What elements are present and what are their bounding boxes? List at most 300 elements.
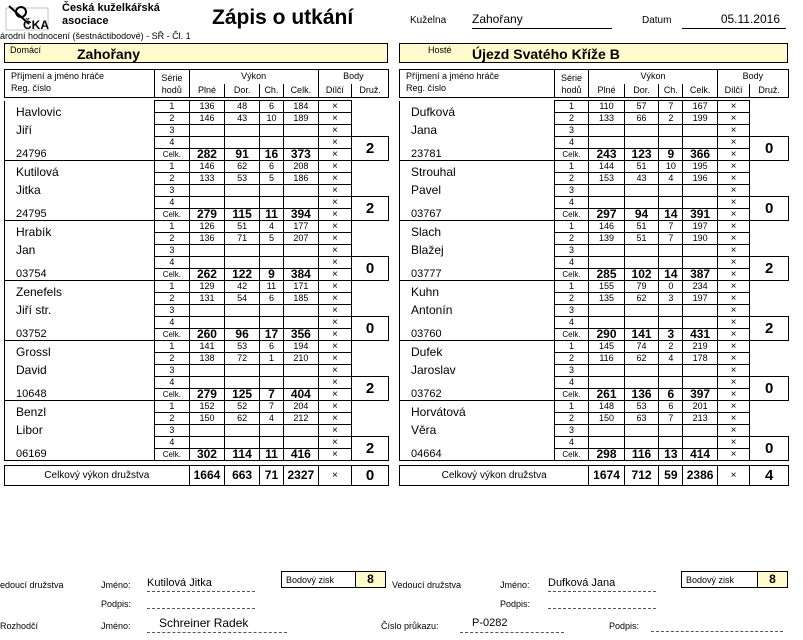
team-points: 0 <box>352 466 389 486</box>
series-value <box>683 125 718 137</box>
home-score-label: Bodový zisk <box>286 575 335 585</box>
player-surname: Hrabík <box>5 221 155 245</box>
team-points-spacer <box>750 281 789 317</box>
series-value <box>624 377 659 389</box>
series-value: 48 <box>225 101 260 113</box>
player-header <box>5 70 155 98</box>
series-value <box>259 257 283 269</box>
total-value: 11 <box>259 449 283 461</box>
series-value: 79 <box>624 281 659 293</box>
series-value <box>284 305 319 317</box>
series-value: 129 <box>189 281 225 293</box>
series-value <box>589 197 625 209</box>
series-value: 53 <box>225 173 260 185</box>
series-value <box>284 257 319 269</box>
total-label: Celk. <box>554 149 589 161</box>
player-points: 2 <box>352 437 389 461</box>
col-ch: Ch. <box>659 84 683 98</box>
player-row <box>5 305 389 317</box>
series-value <box>189 377 225 389</box>
player-row <box>5 401 389 413</box>
player-first-name: Jana <box>400 125 555 149</box>
referee-signature-label: Podpis: <box>609 621 640 631</box>
player-first-name: Věra <box>400 425 555 449</box>
col-dor: Dor. <box>624 84 659 98</box>
player-points: 0 <box>750 377 789 401</box>
partial-points-mark: × <box>318 341 352 353</box>
series-number: 3 <box>554 365 589 377</box>
series-value: 7 <box>659 221 683 233</box>
partial-points-mark: × <box>318 137 352 149</box>
total-value: 125 <box>225 389 260 401</box>
away-signature-field[interactable] <box>548 597 656 609</box>
total-value: 431 <box>683 329 718 341</box>
partial-points-mark: × <box>318 185 352 197</box>
total-label: Celk. <box>155 149 190 161</box>
series-value <box>624 197 659 209</box>
total-value: 13 <box>659 449 683 461</box>
series-value: 6 <box>259 101 283 113</box>
player-surname: Grossl <box>5 341 155 365</box>
player-first-name: Jan <box>5 245 155 269</box>
series-number: 4 <box>155 377 190 389</box>
partial-points-mark: × <box>717 413 749 425</box>
series-value <box>284 245 319 257</box>
series-value: 212 <box>284 413 319 425</box>
player-points: 2 <box>352 197 389 221</box>
total-value: 391 <box>683 209 718 221</box>
player-row <box>5 101 389 113</box>
series-header <box>554 70 589 98</box>
series-number: 1 <box>155 281 190 293</box>
series-value: 145 <box>589 341 625 353</box>
series-number: 2 <box>554 353 589 365</box>
series-header-line2: hodů <box>561 84 582 95</box>
total-value: 9 <box>659 149 683 161</box>
player-points: 0 <box>750 437 789 461</box>
series-value <box>589 317 625 329</box>
partial-points-mark: × <box>717 449 749 461</box>
player-header-label: Příjmení a jméno hráče <box>406 71 500 81</box>
series-value: 201 <box>683 401 718 413</box>
series-value <box>683 185 718 197</box>
series-value: 135 <box>589 293 625 305</box>
points-header: Body <box>318 70 388 84</box>
subtitle: árodní hodnocení (šestnáctibodové) - SŘ - Čl. 1 <box>0 31 191 41</box>
series-value: 133 <box>589 113 625 125</box>
partial-points-mark: × <box>717 245 749 257</box>
series-value <box>189 437 225 449</box>
series-value: 51 <box>225 221 260 233</box>
player-row <box>400 341 789 353</box>
home-signature-field[interactable] <box>147 597 255 609</box>
partial-points-mark: × <box>717 137 749 149</box>
series-value <box>624 365 659 377</box>
series-number: 4 <box>155 137 190 149</box>
team-partial-mark: × <box>318 466 352 486</box>
partial-points-mark: × <box>318 149 352 161</box>
series-value <box>225 365 260 377</box>
series-value: 136 <box>189 233 225 245</box>
player-reg-number: 06169 <box>5 449 155 461</box>
total-value: 290 <box>589 329 625 341</box>
series-value <box>659 305 683 317</box>
home-score-value: 8 <box>355 572 385 587</box>
series-value: 138 <box>189 353 225 365</box>
series-value <box>259 305 283 317</box>
series-value <box>225 317 260 329</box>
series-value: 150 <box>189 413 225 425</box>
total-value: 3 <box>659 329 683 341</box>
card-label: Číslo průkazu: <box>381 621 439 631</box>
series-value <box>624 125 659 137</box>
player-first-name: Jiří str. <box>5 305 155 329</box>
series-value <box>225 257 260 269</box>
series-value: 155 <box>589 281 625 293</box>
series-value: 1 <box>259 353 283 365</box>
series-value <box>589 305 625 317</box>
team-points-spacer <box>750 401 789 437</box>
series-value: 5 <box>259 173 283 185</box>
series-value <box>284 377 319 389</box>
player-reg-number: 10648 <box>5 389 155 401</box>
player-surname: Dufková <box>400 101 555 125</box>
away-team-name: Újezd Svatého Kříže B <box>472 46 620 62</box>
series-value <box>624 185 659 197</box>
svg-text:ČKA: ČKA <box>23 18 49 32</box>
series-number: 1 <box>155 101 190 113</box>
player-row <box>400 185 789 197</box>
header-row <box>400 70 789 84</box>
series-value <box>659 245 683 257</box>
series-value: 7 <box>259 401 283 413</box>
total-value: 285 <box>589 269 625 281</box>
away-leader-label: Vedoucí družstva <box>392 580 462 590</box>
series-value: 208 <box>284 161 319 173</box>
total-value: 94 <box>624 209 659 221</box>
series-value: 0 <box>659 281 683 293</box>
referee-signature-field[interactable] <box>651 619 783 632</box>
series-header-line1: Série <box>161 72 183 83</box>
col-druz: Druž. <box>352 84 389 98</box>
series-value: 2 <box>659 341 683 353</box>
series-value <box>259 377 283 389</box>
series-number: 3 <box>155 125 190 137</box>
player-row <box>400 281 789 293</box>
series-value <box>284 125 319 137</box>
partial-points-mark: × <box>318 353 352 365</box>
total-value: 414 <box>683 449 718 461</box>
player-points: 0 <box>352 257 389 281</box>
series-value <box>659 365 683 377</box>
referee-name: Schreiner Radek <box>147 616 287 633</box>
series-value: 197 <box>683 293 718 305</box>
total-value: 282 <box>189 149 225 161</box>
series-value: 4 <box>259 221 283 233</box>
series-value: 213 <box>683 413 718 425</box>
home-leader-label: edoucí družstva <box>0 580 64 590</box>
series-value <box>683 437 718 449</box>
away-score-label: Bodový zisk <box>686 575 735 585</box>
series-number: 4 <box>155 437 190 449</box>
total-value: 260 <box>189 329 225 341</box>
series-value: 51 <box>624 221 659 233</box>
player-reg-number: 24796 <box>5 149 155 161</box>
card-value: P-0282 <box>460 617 564 633</box>
series-value <box>683 317 718 329</box>
series-value: 185 <box>284 293 319 305</box>
partial-points-mark: × <box>717 161 749 173</box>
series-value <box>624 425 659 437</box>
player-points: 2 <box>352 377 389 401</box>
partial-points-mark: × <box>717 317 749 329</box>
series-value: 62 <box>624 293 659 305</box>
partial-points-mark: × <box>717 221 749 233</box>
away-results-table <box>399 69 789 486</box>
series-value <box>683 257 718 269</box>
series-value: 52 <box>225 401 260 413</box>
col-dilci: Dílčí <box>717 84 749 98</box>
team-total-label: Celkový výkon družstva <box>5 466 190 486</box>
col-dor: Dor. <box>225 84 260 98</box>
series-value: 62 <box>225 413 260 425</box>
series-value: 11 <box>259 281 283 293</box>
player-row <box>5 425 389 437</box>
series-value: 110 <box>589 101 625 113</box>
player-row <box>5 125 389 137</box>
total-value: 394 <box>284 209 319 221</box>
series-number: 2 <box>554 293 589 305</box>
partial-points-mark: × <box>318 101 352 113</box>
series-value: 62 <box>624 353 659 365</box>
org-line-2: asociace <box>62 15 109 27</box>
total-value: 397 <box>683 389 718 401</box>
series-value <box>683 365 718 377</box>
series-number: 2 <box>155 233 190 245</box>
player-surname: Horvátová <box>400 401 555 425</box>
player-row <box>5 221 389 233</box>
total-value: 297 <box>589 209 625 221</box>
player-row <box>400 401 789 413</box>
series-value: 178 <box>683 353 718 365</box>
home-name-label: Jméno: <box>101 580 131 590</box>
series-number: 4 <box>554 437 589 449</box>
series-value: 139 <box>589 233 625 245</box>
player-row <box>400 329 789 341</box>
series-number: 3 <box>155 365 190 377</box>
series-value: 6 <box>259 341 283 353</box>
player-first-name: Blažej <box>400 245 555 269</box>
header-row <box>5 70 389 84</box>
player-reg-number: 03777 <box>400 269 555 281</box>
series-value: 10 <box>659 161 683 173</box>
series-value <box>589 185 625 197</box>
partial-points-mark: × <box>318 221 352 233</box>
partial-points-mark: × <box>318 425 352 437</box>
player-row <box>400 365 789 377</box>
series-value: 2 <box>659 113 683 125</box>
series-value <box>259 425 283 437</box>
total-value: 17 <box>259 329 283 341</box>
partial-points-mark: × <box>318 317 352 329</box>
total-value: 373 <box>284 149 319 161</box>
series-value <box>589 425 625 437</box>
series-value <box>189 317 225 329</box>
partial-points-mark: × <box>318 401 352 413</box>
team-total-value: 663 <box>225 466 260 486</box>
team-points-spacer <box>750 101 789 137</box>
player-row <box>400 449 789 461</box>
team-total-label: Celkový výkon družstva <box>400 466 589 486</box>
series-value: 184 <box>284 101 319 113</box>
team-total-row <box>400 466 789 486</box>
series-value <box>259 365 283 377</box>
series-header-line1: Série <box>560 72 582 83</box>
total-value: 356 <box>284 329 319 341</box>
series-value: 190 <box>683 233 718 245</box>
total-label: Celk. <box>554 389 589 401</box>
player-surname: Kutilová <box>5 161 155 185</box>
away-team-bar <box>399 43 788 63</box>
series-number: 2 <box>155 293 190 305</box>
series-value <box>624 317 659 329</box>
series-number: 1 <box>155 401 190 413</box>
series-value: 62 <box>225 161 260 173</box>
partial-points-mark: × <box>717 329 749 341</box>
team-total-value: 59 <box>659 466 683 486</box>
total-value: 279 <box>189 209 225 221</box>
total-value: 387 <box>683 269 718 281</box>
partial-points-mark: × <box>717 281 749 293</box>
series-number: 1 <box>554 341 589 353</box>
series-value <box>589 257 625 269</box>
player-row <box>400 149 789 161</box>
partial-points-mark: × <box>318 173 352 185</box>
series-value <box>284 185 319 197</box>
partial-points-mark: × <box>717 365 749 377</box>
series-value: 167 <box>683 101 718 113</box>
series-value: 63 <box>624 413 659 425</box>
series-value <box>225 425 260 437</box>
team-total-value: 1674 <box>589 466 625 486</box>
partial-points-mark: × <box>717 269 749 281</box>
series-value <box>259 245 283 257</box>
away-name-label: Jméno: <box>500 580 530 590</box>
total-label: Celk. <box>155 449 190 461</box>
series-value <box>225 305 260 317</box>
partial-points-mark: × <box>318 233 352 245</box>
series-value <box>284 317 319 329</box>
series-value <box>659 197 683 209</box>
series-number: 4 <box>554 197 589 209</box>
player-reg-number: 03760 <box>400 329 555 341</box>
player-points: 2 <box>750 257 789 281</box>
series-value: 6 <box>259 161 283 173</box>
series-value: 210 <box>284 353 319 365</box>
series-number: 1 <box>554 221 589 233</box>
team-total-value: 712 <box>624 466 659 486</box>
team-total-value: 2386 <box>683 466 718 486</box>
total-label: Celk. <box>554 209 589 221</box>
player-row <box>400 305 789 317</box>
series-value <box>624 257 659 269</box>
player-row <box>400 125 789 137</box>
player-row <box>5 341 389 353</box>
series-value: 234 <box>683 281 718 293</box>
partial-points-mark: × <box>717 185 749 197</box>
partial-points-mark: × <box>717 173 749 185</box>
partial-points-mark: × <box>318 197 352 209</box>
team-points-spacer <box>352 281 389 317</box>
series-header-line2: hodů <box>161 84 182 95</box>
series-value <box>189 305 225 317</box>
total-value: 115 <box>225 209 260 221</box>
away-score-value: 8 <box>757 572 787 587</box>
total-label: Celk. <box>554 329 589 341</box>
player-first-name: Libor <box>5 425 155 449</box>
home-team-name: Zahořany <box>77 46 141 62</box>
team-points-spacer <box>352 341 389 377</box>
home-leader-name: Kutilová Jitka <box>147 577 255 592</box>
series-number: 1 <box>554 281 589 293</box>
player-row <box>400 245 789 257</box>
series-value <box>284 437 319 449</box>
total-value: 6 <box>659 389 683 401</box>
series-value: 152 <box>189 401 225 413</box>
series-number: 3 <box>554 125 589 137</box>
series-value: 194 <box>284 341 319 353</box>
series-value: 4 <box>659 173 683 185</box>
series-number: 4 <box>554 317 589 329</box>
series-value: 66 <box>624 113 659 125</box>
home-label: Domácí <box>10 45 42 55</box>
player-row <box>400 101 789 113</box>
player-row <box>5 329 389 341</box>
series-number: 1 <box>554 101 589 113</box>
series-value <box>683 305 718 317</box>
total-value: 102 <box>624 269 659 281</box>
series-value <box>589 377 625 389</box>
series-number: 2 <box>155 113 190 125</box>
series-number: 3 <box>554 425 589 437</box>
total-value: 366 <box>683 149 718 161</box>
away-label: Hosté <box>428 45 452 55</box>
series-value <box>259 125 283 137</box>
series-value <box>589 137 625 149</box>
series-number: 4 <box>155 197 190 209</box>
player-surname: Benzl <box>5 401 155 425</box>
player-points: 0 <box>352 317 389 341</box>
performance-header: Výkon <box>189 70 318 84</box>
player-row <box>5 281 389 293</box>
player-row <box>5 389 389 401</box>
player-points: 0 <box>750 137 789 161</box>
total-value: 279 <box>189 389 225 401</box>
total-value: 7 <box>259 389 283 401</box>
partial-points-mark: × <box>318 161 352 173</box>
series-value <box>659 137 683 149</box>
player-row <box>5 449 389 461</box>
series-value: 57 <box>624 101 659 113</box>
player-surname: Havlovic <box>5 101 155 125</box>
series-value: 72 <box>225 353 260 365</box>
series-value: 53 <box>624 401 659 413</box>
team-total-value: 2327 <box>284 466 319 486</box>
series-number: 2 <box>554 233 589 245</box>
total-value: 404 <box>284 389 319 401</box>
away-score-box <box>681 571 788 588</box>
series-number: 3 <box>554 185 589 197</box>
